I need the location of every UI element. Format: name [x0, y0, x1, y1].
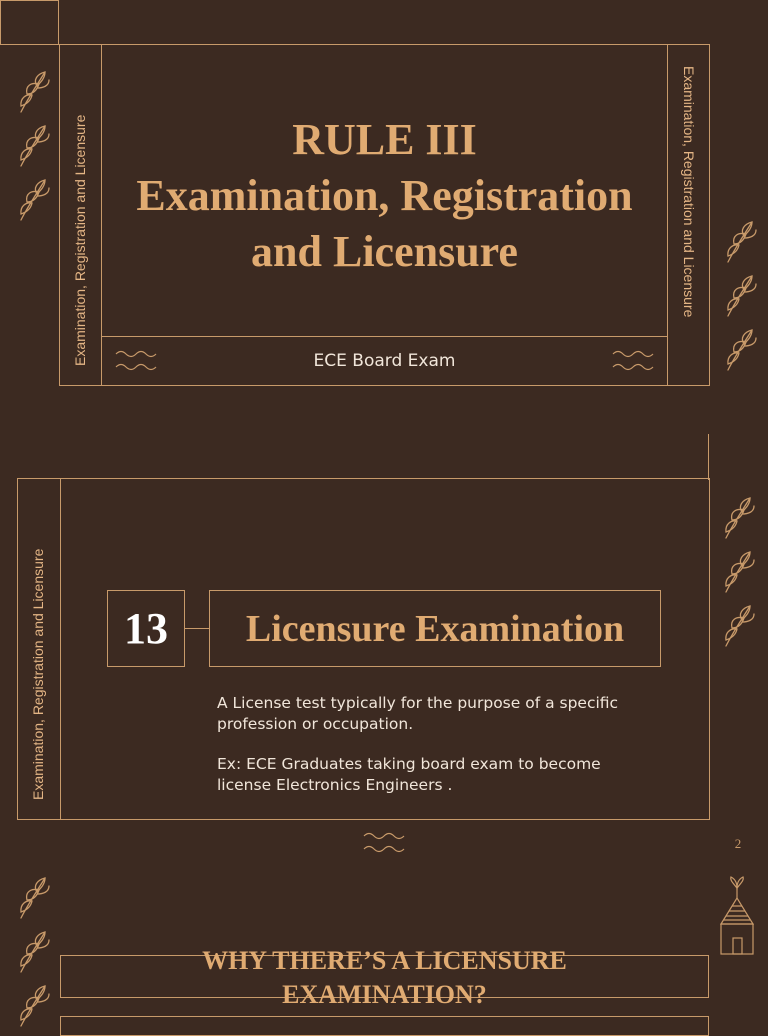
house-icon: [718, 876, 758, 956]
leaf-sprig-icon: [720, 548, 756, 594]
leaf-sprig-icon: [720, 602, 756, 648]
corner-box: [0, 0, 59, 45]
side-label-right: Examination, Registration and Licensure: [681, 66, 697, 318]
side-label-left: Examination, Registration and Licensure: [72, 114, 88, 366]
leaf-sprig-icon: [15, 176, 51, 222]
slide-title: [102, 112, 667, 280]
divider: [60, 478, 61, 820]
leaf-sprig-icon: [720, 494, 756, 540]
title-line-2: Examination, Registration: [136, 171, 633, 220]
leaf-sprig-icon: [722, 218, 758, 264]
leaf-sprig-icon: [15, 68, 51, 114]
paragraph: Ex: ECE Graduates taking board exam to become license Electronics Engineers .: [217, 755, 601, 794]
wave-ornament-icon: [611, 348, 655, 374]
side-label-left: Examination, Registration and Licensure: [30, 548, 46, 800]
leaf-sprig-icon: [15, 982, 51, 1028]
leaf-sprig-icon: [15, 122, 51, 168]
divider: [667, 44, 668, 386]
slide-heading: Licensure Examination: [245, 607, 625, 650]
slide-heading: [60, 944, 709, 1012]
paragraph: A License test typically for the purpose of a specific profession or occupation.: [217, 694, 619, 733]
wave-ornament-icon: [114, 348, 158, 374]
heading-line-2: EXAMINATION?: [282, 980, 487, 1009]
slide-number: 13: [124, 604, 168, 653]
content-frame: [60, 1016, 709, 1036]
page-number: 2: [734, 836, 742, 851]
divider: [101, 336, 668, 337]
leaf-sprig-icon: [15, 874, 51, 920]
title-line-3: and Licensure: [251, 227, 518, 276]
wave-ornament-icon: [362, 830, 406, 856]
number-box: [107, 590, 185, 667]
connector: [185, 628, 209, 629]
title-line-1: RULE III: [292, 115, 477, 164]
leaf-sprig-icon: [15, 928, 51, 974]
leaf-sprig-icon: [722, 272, 758, 318]
heading-line-1: WHY THERE’S A LICENSURE: [202, 946, 567, 975]
divider: [708, 434, 709, 480]
heading-box: [209, 590, 661, 667]
subtitle: ECE Board Exam: [313, 351, 456, 371]
leaf-sprig-icon: [722, 326, 758, 372]
